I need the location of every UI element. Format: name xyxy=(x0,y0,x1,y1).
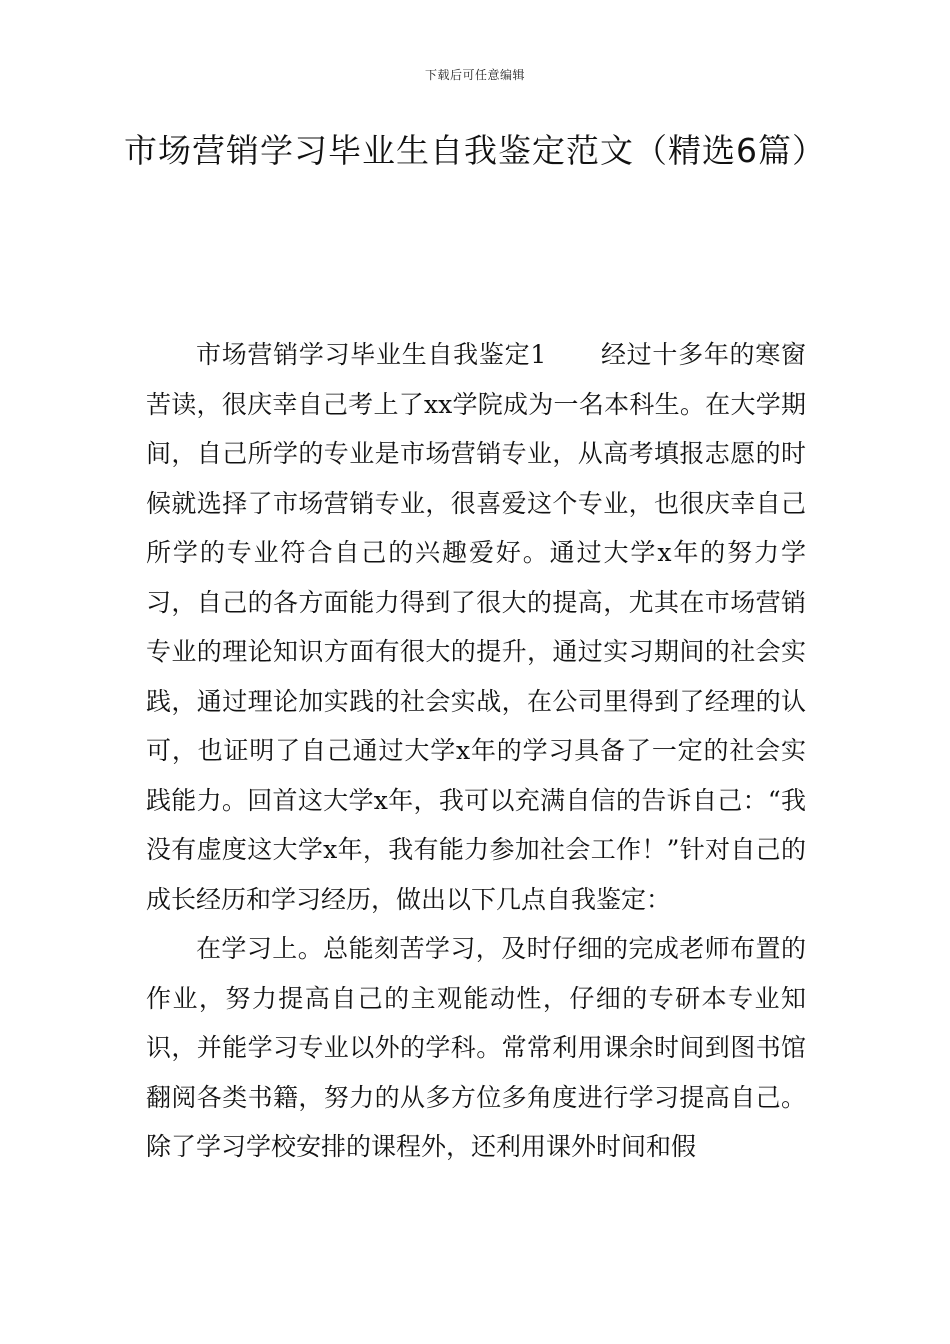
paragraph-text: 经过十多年的寒窗苦读，很庆幸自己考上了xx学院成为一名本科生。在大学期间，自己所学的专业是市场营销专业，从高考填报志愿的时候就选择了市场营销专业，很喜爱这个专业，也很庆幸自己所学的专业符合自己的兴趣爱好。通过大学x年的努力学习，自己的各方面能力得到了很大的提高，尤其在市场营销专业的理论知识方面有很大的提升，通过实习期间的社会实践，通过理论加实践的社会实战，在公司里得到了经理的认可，也证明了自己通过大学x年的学习具备了一定的社会实践能力。回首这大学x年，我可以充满自信的告诉自己：“我没有虚度这大学x年，我有能力参加社会工作！”针对自己的成长经历和学习经历，做出以下几点自我鉴定： xyxy=(146,340,806,914)
section-heading: 市场营销学习毕业生自我鉴定1 xyxy=(196,340,547,369)
header-note: 下载后可任意编辑 xyxy=(424,68,525,82)
paragraph-text: 在学习上。总能刻苦学习，及时仔细的完成老师布置的作业，努力提高自己的主观能动性，仔细的专研本专业知识，并能学习专业以外的学科。常常利用课余时间到图书馆翻阅各类书籍，努力的从多方位多角度进行学习提高自己。除了学习学校安排的课程外，还利用课外时间和假 xyxy=(146,934,806,1161)
paragraph-1 xyxy=(146,330,806,924)
document-title: 市场营销学习毕业生自我鉴定范文（精选6篇） xyxy=(124,131,826,170)
document-body xyxy=(146,330,806,1172)
paragraph-2 xyxy=(146,924,806,1172)
